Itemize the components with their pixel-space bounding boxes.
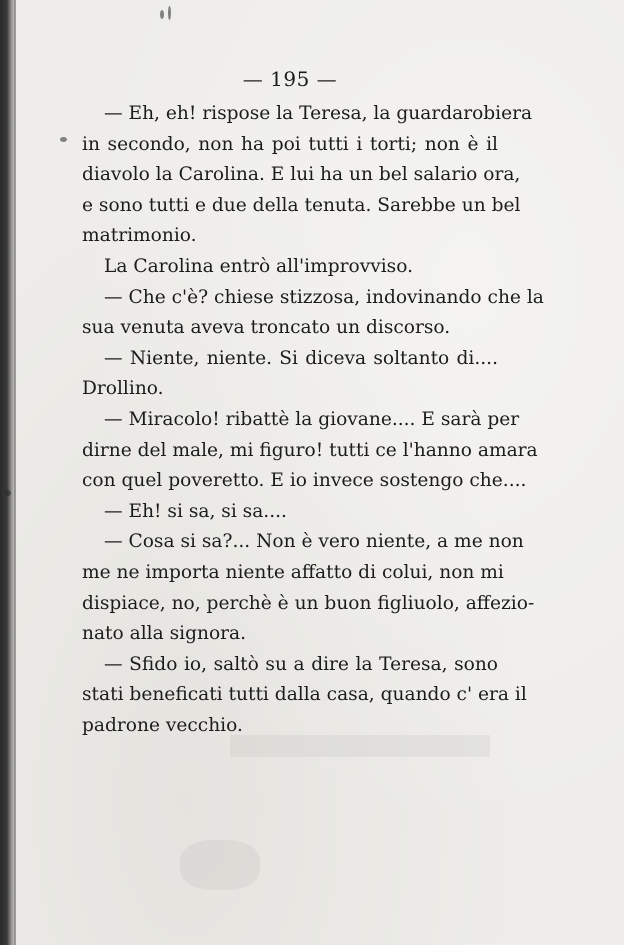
text-line: La Carolina entrò all'improvviso. [104,255,413,277]
body-text [82,99,544,741]
text-line: sua venuta aveva troncato un discorso. [82,317,451,339]
text-line: dispiace, no, perchè è un buon figliuolo, affezio- [82,592,535,614]
text-line: — Cosa si sa?... Non è vero niente, a me non [104,531,524,553]
page-number: — 195 — [242,67,338,91]
ink-speck [160,10,164,19]
text-line: diavolo la Carolina. E lui ha un bel salario ora, [82,164,521,186]
text-line: nato alla signora. [82,623,247,645]
text-line: Drollino. [82,378,164,400]
ink-speck [60,137,67,142]
text-line: — Eh! si sa, si sa.... [104,500,287,522]
text-line: — Niente, niente. Si diceva soltanto di.... [104,347,498,369]
text-line: dirne del male, mi figuro! tutti ce l'hanno amara [82,439,538,461]
text-line: e sono tutti e due della tenuta. Sarebbe un bel [82,194,521,216]
text-line: me ne importa niente affatto di colui, non mi [82,561,504,583]
text-line: stati beneficati tutti dalla casa, quando c' era il [82,684,527,706]
ink-speck [168,6,171,20]
text-line: in secondo, non ha poi tutti i torti; non è il [82,133,498,155]
page-edge-line [14,0,16,945]
text-line: — Eh, eh! rispose la Teresa, la guardarobiera [104,103,533,124]
text-line: con quel poveretto. E io invece sostengo che.... [82,470,527,492]
paper-stain [180,840,260,890]
text-line: matrimonio. [82,225,197,247]
text-line: padrone vecchio. [82,714,243,736]
ink-speck [5,490,11,496]
text-line: — Sfido io, saltò su a dire la Teresa, sono [104,653,498,675]
text-line: — Miracolo! ribattè la giovane.... E sarà per [104,408,520,430]
text-line: — Che c'è? chiese stizzosa, indovinando che la [104,286,544,308]
